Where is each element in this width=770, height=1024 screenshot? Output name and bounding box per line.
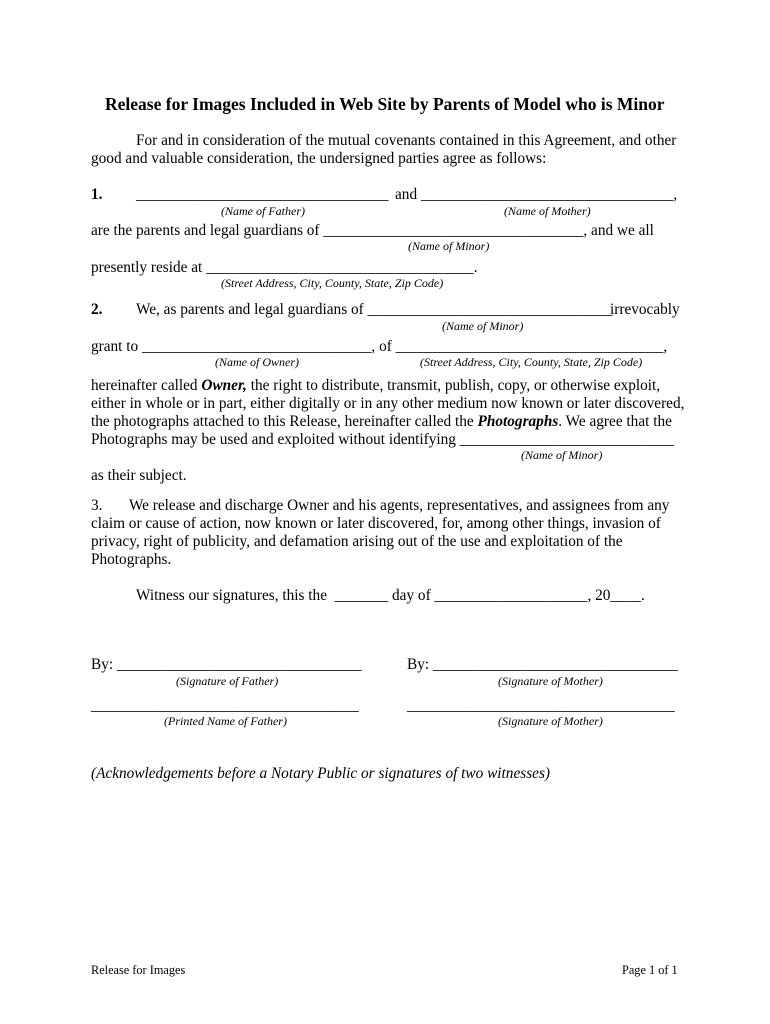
intro-line-2: good and valuable consideration, the undersigned parties agree as follows: <box>91 150 547 167</box>
section-3-line-2: claim or cause of action, now known or later discovered, for, among other things, invasion of <box>91 515 661 532</box>
caption-name-of-minor-3: (Name of Minor) <box>521 448 603 462</box>
section-2-line-2: grant to ______________________________, of ___________________________________, <box>91 338 668 355</box>
section-2-paragraph-line-3 <box>91 413 672 431</box>
caption-signature-of-father: (Signature of Father) <box>176 674 279 688</box>
photographs-intro-text: the photographs attached to this Release, hereinafter called the <box>91 413 474 430</box>
section-1-line-2: are the parents and legal guardians of __________________________________, and we all <box>91 222 654 239</box>
section-2-paragraph-line-4: Photographs may be used and exploited without identifying ____________________________ <box>91 431 674 448</box>
mother-second-signature-line: ___________________________________ <box>407 697 675 714</box>
section-2-paragraph-line-2: either in whole or in part, either digitally or in any other medium now known or later discovered, <box>91 395 685 412</box>
document-title: Release for Images Included in Web Site by Parents of Model who is Minor <box>105 94 665 114</box>
father-name-field: _________________________________ <box>136 186 389 203</box>
caption-signature-of-mother-2: (Signature of Mother) <box>498 714 603 728</box>
caption-name-of-minor: (Name of Minor) <box>408 239 490 253</box>
and-text: and <box>395 186 418 203</box>
father-signature-line: By: ________________________________ <box>91 656 362 673</box>
section-3-line-4: Photographs. <box>91 551 172 568</box>
rights-text: the right to distribute, transmit, publish, copy, or otherwise exploit, <box>250 377 661 394</box>
footer-page-number: Page 1 of 1 <box>622 963 678 977</box>
caption-name-of-father: (Name of Father) <box>221 204 305 218</box>
section-2-line-1: We, as parents and legal guardians of ________________________________ <box>136 301 613 318</box>
footer-document-name: Release for Images <box>91 963 186 977</box>
caption-printed-name-of-father: (Printed Name of Father) <box>164 714 287 728</box>
section-3-line-1: 3. We release and discharge Owner and his agents, representatives, and assignees from any <box>91 497 670 514</box>
section-1-line-3: presently reside at ___________________________________. <box>91 259 478 276</box>
section-3-line-3: privacy, right of publicity, and defamation arising out of the use and exploitation of the <box>91 533 623 550</box>
witness-line: Witness our signatures, this the _______ day of ____________________, 20____. <box>136 587 645 604</box>
section-2-paragraph-line-1 <box>91 377 660 395</box>
agree-text: . We agree that the <box>558 413 672 430</box>
section-2-line-1-end: irrevocably <box>610 301 680 318</box>
section-2-paragraph-line-5: as their subject. <box>91 467 187 484</box>
father-printed-name-line: ___________________________________ <box>91 697 359 714</box>
owner-term: Owner, <box>201 377 247 394</box>
mother-name-field: _________________________________, <box>421 186 678 203</box>
section-1-number: 1. <box>91 186 103 203</box>
caption-name-of-minor-2: (Name of Minor) <box>442 319 524 333</box>
mother-signature-line: By: ________________________________ <box>407 656 678 673</box>
caption-signature-of-mother: (Signature of Mother) <box>498 674 603 688</box>
intro-line-1: For and in consideration of the mutual covenants contained in this Agreement, and other <box>136 132 677 149</box>
caption-owner-address: (Street Address, City, County, State, Zip Code) <box>420 355 643 369</box>
section-2-number: 2. <box>91 301 103 318</box>
caption-address: (Street Address, City, County, State, Zip Code) <box>221 276 444 290</box>
photographs-term: Photographs <box>477 413 559 430</box>
caption-name-of-mother: (Name of Mother) <box>504 204 591 218</box>
acknowledgement-note: (Acknowledgements before a Notary Public or signatures of two witnesses) <box>91 765 550 782</box>
caption-name-of-owner: (Name of Owner) <box>215 355 299 369</box>
hereinafter-text: hereinafter called <box>91 377 198 394</box>
